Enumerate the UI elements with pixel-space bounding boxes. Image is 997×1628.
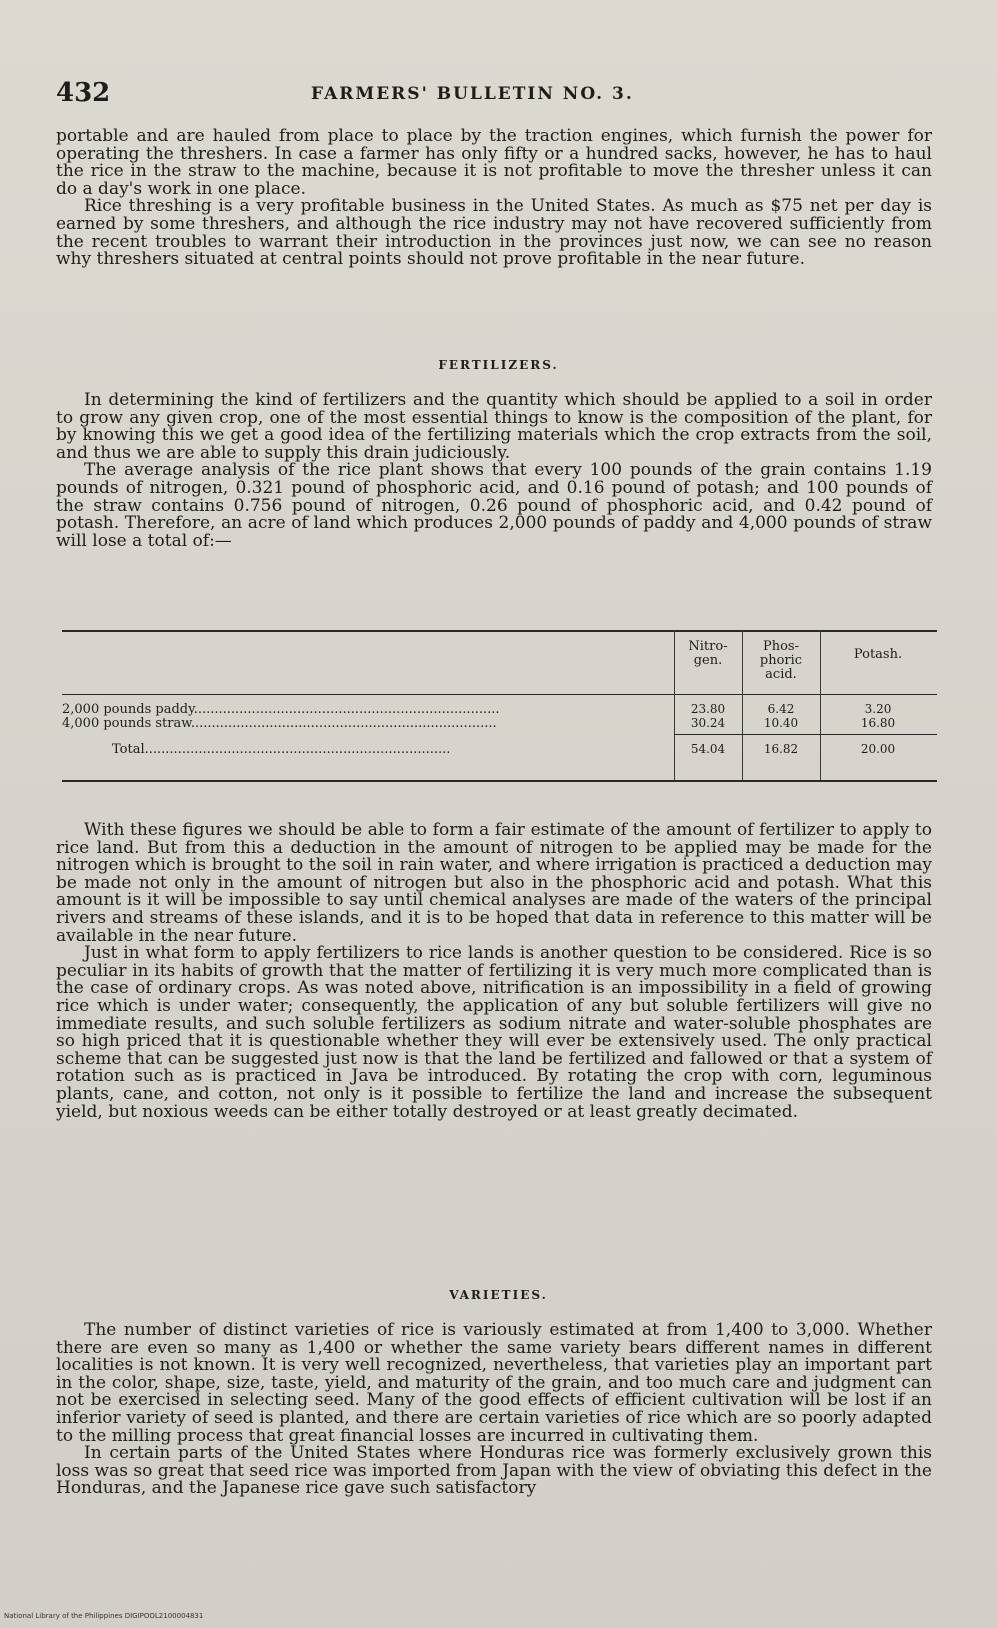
table-header-rule [62,694,937,695]
text-block-fertilizer-application [56,822,932,1121]
scan-footer: National Library of the Philippines DIGIPOOL2100004831 [4,1612,204,1620]
running-head: FARMERS' BULLETIN NO. 3. [311,84,634,104]
column-divider [742,630,743,780]
section-heading-varieties: VARIETIES. [449,1288,548,1302]
text-block-threshing [56,128,932,269]
paragraph: The average analysis of the rice plant shows that every 100 pounds of the grain contains 1.19 pounds of nitrogen, 0.321 pound of phosphoric acid, and 0.16 pound of potash; and 100 pounds of the straw contains 0.756 pound of nitrogen, 0.26 pound of phosphoric acid, and 0.42 pound of potash. Therefore, an acre of land which produces 2,000 pounds of paddy and 4,000 pounds of straw will lose a total of:— [56,460,932,551]
paragraph: portable and are hauled from place to place by the traction engines, which furnish the power for operating the threshers. In case a farmer has only fifty or a hundred sacks, however, he has to haul the rice in the straw to the machine, because it is not profitable to move the thresher unless it can do a day's work in one place. [56,126,932,199]
table-bottom-rule [62,780,937,782]
page-header [56,78,936,110]
row-label-total: Total.......................................................................... [112,742,451,757]
column-header-nitrogen: Nitro-gen. [688,639,728,668]
column-header-potash: Potash. [853,647,903,662]
row-label-text: Total [112,742,145,757]
section-heading-fertilizers: FERTILIZERS. [438,358,559,372]
paragraph: The number of distinct varieties of rice is variously estimated at from 1,400 to 3,000. Whether there are even so many as 1,400 or whether the same variety bears different names in different localities is not known. It is very well recognized, nevertheless, that varieties play an important part in the color, shape, size, taste, yield, and maturity of the grain, and too much care and judgment can not be exercised in selecting seed. Many of the good effects of efficient cultivation will be lost if an inferior variety of seed is planted, and there are certain varieties of rice which are so poorly adapted to the milling process that great financial losses are incurred in cultivating them. [56,1320,932,1446]
cell-potash: 16.80 [860,716,896,730]
table-top-rule [62,630,937,632]
paragraph: With these figures we should be able to form a fair estimate of the amount of fertilizer to apply to rice land. But from this a deduction in the amount of nitrogen to be applied may be made for the nitrogen which is brought to the soil in rain water, and where irrigation is practiced a deduction may be made not only in the amount of nitrogen but also in the phosphoric acid and potash. What this amount is it will be impossible to say until chemical analyses are made of the waters of the principal rivers and streams of these islands, and it is to be hoped that data in reference to this matter will be available in the near future. [56,820,932,946]
cell-phosphoric-acid: 10.40 [763,716,799,730]
page-number: 432 [56,78,111,108]
paragraph: In certain parts of the United States where Honduras rice was formerly exclusively grown this loss was so great that seed rice was imported from Japan with the view of obviating this defect in the Honduras, and the Japanese rice gave such satisfactory [56,1443,932,1499]
row-label-straw: 4,000 pounds straw.......................................................................... [62,716,497,731]
cell-nitrogen: 23.80 [690,702,726,716]
row-label-text: 4,000 pounds straw [62,716,191,731]
column-divider [820,630,821,780]
fertilizer-loss-table [62,630,937,810]
paragraph: In determining the kind of fertilizers and the quantity which should be applied to a soil in order to grow any given crop, one of the most essential things to know is the composition of the plant, for by knowing this we get a good idea of the fertilizing materials which the crop extracts from the soil, and thus we are able to supply this drain judiciously. [56,390,932,463]
cell-total-nitrogen: 54.04 [690,742,726,756]
cell-nitrogen: 30.24 [690,716,726,730]
row-label-paddy: 2,000 pounds paddy.......................................................................... [62,702,500,717]
paragraph: Rice threshing is a very profitable business in the United States. As much as $75 net per day is earned by some threshers, and although the rice industry may not have recovered sufficiently from the recent troubles to warrant their introduction in the provinces just now, we can see no reason why threshers situated at central points should not prove profitable in the near future. [56,196,932,270]
column-divider [674,630,675,780]
text-block-varieties [56,1322,932,1498]
column-header-phosphoric-acid: Phos-phoric acid. [759,639,803,682]
cell-potash: 3.20 [864,702,892,716]
paragraph: Just in what form to apply fertilizers to rice lands is another question to be considered. Rice is so peculiar in its habits of growth that the matter of fertilizing it is very much more complicated than is the case of ordinary crops. As was noted above, nitrification is an impossibility in a field of growing rice which is under water; consequently, the application of any but soluble fertilizers will give no immediate results, and such soluble fertilizers as sodium nitrate and water-soluble phosphates are so high priced that it is questionable whether they will ever be extensively used. The only practical scheme that can be suggested just now is that the land be fertilized and fallowed or that a system of rotation such as is practiced in Java be introduced. By rotating the crop with corn, leguminous plants, cane, and cotton, not only is it possible to fertilize the land and increase the subsequent yield, but noxious weeds can be either totally destroyed or at least greatly decimated. [56,943,932,1122]
row-label-text: 2,000 pounds paddy [62,702,194,717]
cell-total-phosphoric-acid: 16.82 [763,742,799,756]
text-block-fertilizers [56,392,932,550]
total-rule [674,734,937,735]
cell-phosphoric-acid: 6.42 [767,702,795,716]
cell-total-potash: 20.00 [860,742,896,756]
